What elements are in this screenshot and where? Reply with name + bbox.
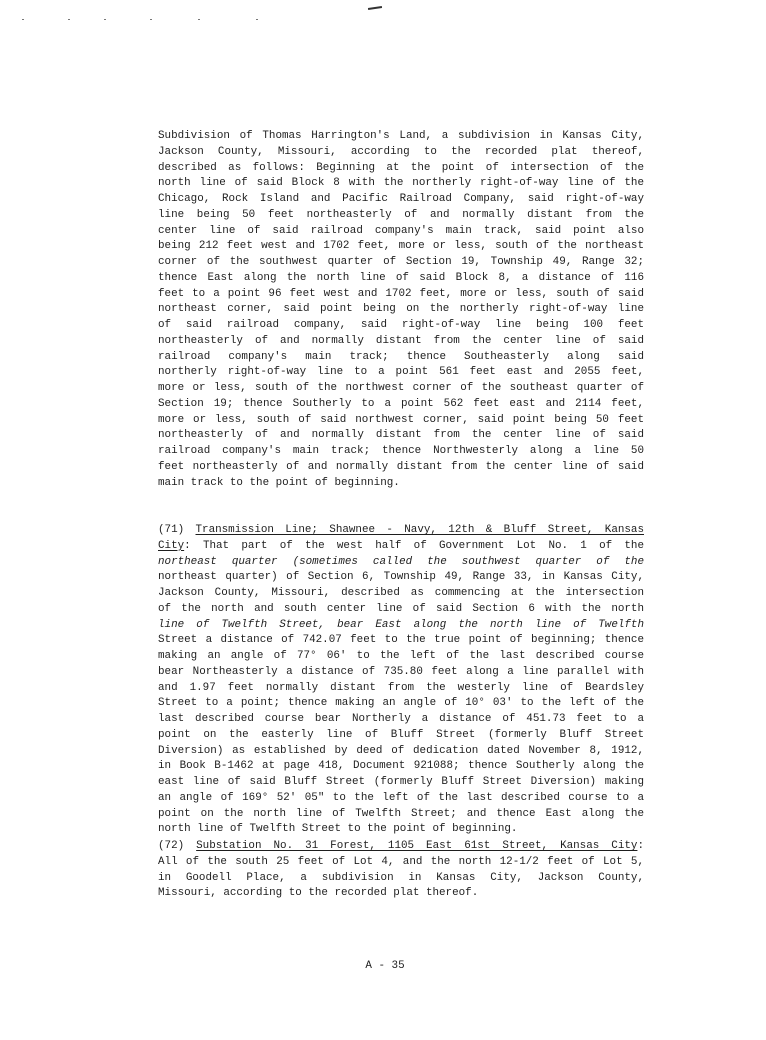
- scan-speck: [198, 19, 200, 20]
- text-segment: :: [637, 840, 644, 852]
- text-line: last described course bear Northerly a distance of 451.73 feet to a: [158, 713, 644, 725]
- text-line: an angle of 169° 52' 05" to the left of the last described course to a: [158, 791, 644, 804]
- text-line: [158, 839, 644, 855]
- text-line: [158, 555, 644, 571]
- text-segment: northeast quarter (sometimes called the southwest quarter of the: [158, 555, 644, 568]
- text-segment: (71): [158, 524, 196, 536]
- text-line: line being 50 feet northeasterly of and normally distant from the: [158, 208, 644, 221]
- text-line: northeast corner, said point being on the northerly right-of-way line: [158, 303, 644, 316]
- text-line: making an angle of 77° 06' to the left of the last described course: [158, 650, 644, 662]
- text-line: in Goodell Place, a subdivision in Kansas City, Jackson County,: [158, 871, 644, 884]
- text-line: north line of Twelfth Street to the point of beginning.: [158, 823, 518, 836]
- text-line: east line of said Bluff Street (formerly Bluff Street Diversion) making: [158, 776, 644, 788]
- text-line: Chicago, Rock Island and Pacific Railroad Company, said right-of-way: [158, 193, 644, 205]
- text-line: northerly right-of-way line to a point 561 feet east and 2055 feet,: [158, 366, 644, 379]
- text-line: described as follows: Beginning at the point of intersection of the: [158, 161, 644, 174]
- text-line: center line of said railroad company's main track, said point also: [158, 224, 644, 237]
- text-line: and 1.97 feet normally distant from the westerly line of Beardsley: [158, 681, 644, 694]
- text-line: Subdivision of Thomas Harrington's Land, a subdivision in Kansas City,: [158, 130, 644, 142]
- text-line: northeasterly of and normally distant from the center line of said: [158, 429, 644, 442]
- section-heading: Transmission Line; Shawnee - Navy, 12th & Bluff Street, Kansas: [195, 524, 644, 536]
- text-segment: (72): [158, 840, 197, 852]
- scan-mark: [368, 6, 382, 10]
- paragraph-71-transmission-line: [158, 523, 644, 838]
- text-line: corner of the southwest quarter of Section 19, Township 49, Range 32;: [158, 256, 644, 268]
- text-line: Diversion) as established by deed of dedication dated November 8, 1912,: [158, 744, 644, 757]
- text-line: bear Northeasterly a distance of 735.80 feet along a line parallel with: [158, 665, 644, 678]
- text-line: Street to a point; thence making an angle of 10° 03' to the left of the: [158, 697, 644, 710]
- text-line: Jackson County, Missouri, according to the recorded plat thereof,: [158, 145, 644, 158]
- text-line: thence East along the north line of said Block 8, a distance of 116: [158, 271, 644, 284]
- text-line: being 212 feet west and 1702 feet, more or less, south of the northeast: [158, 240, 644, 253]
- text-line: point on the easterly line of Bluff Street (formerly Bluff Street: [158, 728, 644, 741]
- text-line: more or less, south of the northwest corner of the southeast quarter of: [158, 382, 644, 394]
- text-segment: : That part of the west half of Government Lot No. 1 of the: [184, 539, 644, 552]
- scan-speck: [256, 19, 258, 20]
- text-line: in Book B-1462 at page 418, Document 921088; thence Southerly along the: [158, 760, 644, 773]
- text-line: Missouri, according to the recorded plat thereof.: [158, 887, 479, 900]
- text-line: of said railroad company, said right-of-way line being 100 feet: [158, 319, 644, 331]
- text-line: feet northeasterly of and normally distant from the center line of said: [158, 460, 644, 473]
- scan-speck: [150, 19, 152, 20]
- scan-speck: [22, 19, 24, 20]
- text-line: railroad company's main track; thence Southeasterly along said: [158, 350, 644, 363]
- scan-speck: [104, 19, 106, 20]
- text-line: All of the south 25 feet of Lot 4, and the north 12-1/2 feet of Lot 5,: [158, 855, 644, 868]
- text-line: railroad company's main track; thence Northwesterly along a line 50: [158, 445, 644, 457]
- text-line: point on the north line of Twelfth Street; and thence East along the: [158, 807, 644, 820]
- text-line: Jackson County, Missouri, described as commencing at the intersection: [158, 587, 644, 599]
- text-line: north line of said Block 8 with the northerly right-of-way line of the: [158, 177, 644, 190]
- text-segment: line of Twelfth Street, bear East along the north line of Twelfth: [158, 618, 644, 631]
- page-number: A - 35: [365, 960, 405, 972]
- text-line: Street a distance of 742.07 feet to the true point of beginning; thence: [158, 634, 644, 647]
- section-heading: City: [158, 539, 185, 552]
- text-line: northeast quarter) of Section 6, Township 49, Range 33, in Kansas City,: [158, 571, 644, 584]
- scan-speck: [68, 19, 70, 20]
- text-line: Section 19; thence Southerly to a point 562 feet east and 2114 feet,: [158, 397, 644, 410]
- text-line: of the north and south center line of said Section 6 with the north: [158, 602, 644, 615]
- text-line: northeasterly of and normally distant from the center line of said: [158, 334, 644, 347]
- text-line: [158, 523, 644, 539]
- text-line: [158, 539, 644, 555]
- section-heading: Substation No. 31 Forest, 1105 East 61st Street, Kansas City: [196, 840, 638, 852]
- paragraph-subdivision-description: [158, 129, 644, 491]
- text-line: more or less, south of said northwest corner, said point being 50 feet: [158, 413, 644, 426]
- paragraph-72-substation: [158, 839, 644, 902]
- text-line: main track to the point of beginning.: [158, 476, 400, 489]
- text-line: [158, 618, 644, 634]
- text-line: feet to a point 96 feet west and 1702 feet, more or less, south of said: [158, 287, 644, 300]
